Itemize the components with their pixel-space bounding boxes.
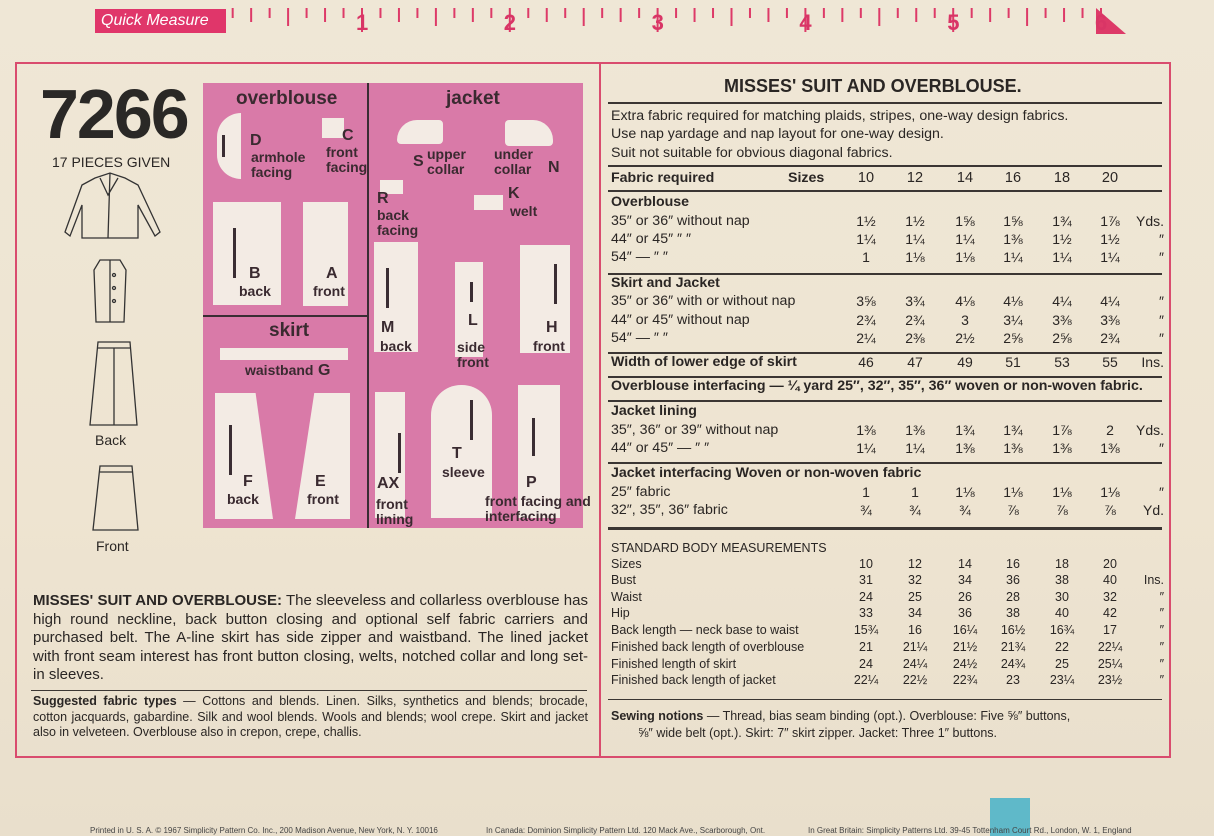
row-label: Sizes xyxy=(611,557,642,571)
row-unit: Yds. xyxy=(1135,213,1164,229)
row-value: 1⅛ xyxy=(955,249,975,265)
piece-label-s-name: upper collar xyxy=(427,146,466,177)
divider xyxy=(608,190,1162,192)
piece-label-s: S xyxy=(413,153,424,170)
row-value: 2 xyxy=(1106,422,1114,438)
row-unit: ″ xyxy=(1159,657,1164,671)
row-label: Back length — neck base to waist xyxy=(611,623,799,637)
row-value: 1⅝ xyxy=(955,213,975,229)
row-value: 1¾ xyxy=(955,422,975,438)
piece-label-t-name: sleeve xyxy=(442,464,485,480)
front-facing-piece xyxy=(322,118,344,138)
row-unit: ″ xyxy=(1159,293,1164,309)
row-value: 2½ xyxy=(955,330,975,346)
grainline-arrow-icon xyxy=(470,282,473,302)
row-unit: ″ xyxy=(1159,623,1164,637)
piece-label-a: A xyxy=(326,265,338,282)
piece-label-h-name: front xyxy=(533,338,565,354)
note-2: Use nap yardage and nap layout for one-way design. xyxy=(611,126,944,142)
row-value: 21½ xyxy=(952,640,978,654)
row-value: 31 xyxy=(859,573,873,587)
row-value: 28 xyxy=(1006,590,1020,604)
size-column-header: 10 xyxy=(857,170,875,186)
piece-label-f-name: back xyxy=(227,491,259,507)
row-label: 35″ or 36″ without nap xyxy=(611,213,750,229)
piece-label-ax-name: front lining xyxy=(376,496,414,527)
body-measurements-title: STANDARD BODY MEASUREMENTS xyxy=(611,541,827,555)
row-value: 1⅛ xyxy=(905,249,925,265)
row-unit: Ins. xyxy=(1143,573,1164,587)
row-unit: ″ xyxy=(1159,249,1164,265)
row-label: Overblouse interfacing — ¼ yard 25″, 32″, 35″, 36″ woven or non-woven fabric. xyxy=(611,378,1143,394)
row-label: 35″ or 36″ with or without nap xyxy=(611,293,796,309)
grainline-arrow-icon xyxy=(233,228,236,278)
piece-label-k: K xyxy=(508,185,520,202)
divider xyxy=(608,462,1162,464)
divider xyxy=(608,400,1162,402)
piece-label-g-name: waistband xyxy=(245,362,314,378)
overblouse-sketch xyxy=(94,260,126,322)
row-value: 25 xyxy=(908,590,922,604)
size-column-header: 12 xyxy=(906,170,924,186)
piece-label-b-name: back xyxy=(239,283,271,299)
piece-label-p-name: front facing and interfacing xyxy=(485,493,591,524)
description-body: The sleeveless and collarless overblouse has high round neckline, back button closing and optional self fabric carriers and purchased belt. The A-line skirt has side zipper and waistband. The lined jacket with front seam interest has front button closing, welts, notched collar and long set-in sleeves. xyxy=(33,592,588,684)
piece-label-b: B xyxy=(249,265,261,282)
piece-label-t: T xyxy=(452,445,462,462)
pieces-given: 17 PIECES GIVEN xyxy=(52,154,171,170)
welt-piece xyxy=(474,195,503,210)
size-column-header: 16 xyxy=(1004,170,1022,186)
row-value: 23½ xyxy=(1097,673,1123,687)
row-value: 18 xyxy=(1055,557,1069,571)
row-value: 22¼ xyxy=(1097,640,1123,654)
piece-label-h: H xyxy=(546,319,558,336)
row-label: 54″ — ″ ″ xyxy=(611,249,668,265)
divider xyxy=(608,165,1162,167)
row-value: 1⅛ xyxy=(1100,484,1120,500)
size-column-header: 20 xyxy=(1101,170,1119,186)
row-label: Jacket interfacing Woven or non-woven fabric xyxy=(611,465,922,481)
row-value: 24 xyxy=(859,657,873,671)
row-label: Overblouse xyxy=(611,194,690,210)
piece-label-m: M xyxy=(381,319,395,336)
pattern-number: 7266 xyxy=(40,75,188,153)
sewing-notions xyxy=(611,709,1070,723)
row-value: ⅞ xyxy=(1056,502,1068,518)
row-unit: ″ xyxy=(1159,640,1164,654)
row-unit: ″ xyxy=(1159,606,1164,620)
row-unit: ″ xyxy=(1159,312,1164,328)
grainline-arrow-icon xyxy=(386,268,389,308)
row-value: 10 xyxy=(859,557,873,571)
row-value: 1⅜ xyxy=(1052,440,1072,456)
row-value: 23 xyxy=(1006,673,1020,687)
row-value: 17 xyxy=(1103,623,1117,637)
row-value: 1 xyxy=(862,484,870,500)
fabric-types xyxy=(33,694,588,741)
size-column-header: 18 xyxy=(1053,170,1071,186)
footer-usa: Printed in U. S. A. © 1967 Simplicity Pattern Co. Inc., 200 Madison Avenue, New York, N. Y. 10016 xyxy=(90,826,438,835)
row-value: 25 xyxy=(1055,657,1069,671)
row-value: 30 xyxy=(1055,590,1069,604)
row-label: 44″ or 45″ — ″ ″ xyxy=(611,440,710,456)
row-unit: ″ xyxy=(1159,440,1164,456)
row-label: 35″, 36″ or 39″ without nap xyxy=(611,422,779,438)
footer-britain: In Great Britain: Simplicity Patterns Ltd. 39-45 Tottenham Court Rd., London, W. 1, England xyxy=(808,826,1132,835)
row-value: 1½ xyxy=(1100,231,1120,247)
row-value: 32 xyxy=(908,573,922,587)
skirt-back-sketch xyxy=(90,342,137,425)
row-value: 1⅜ xyxy=(1003,231,1023,247)
piece-label-k-name: welt xyxy=(510,203,538,219)
piece-label-n-name: under collar xyxy=(494,146,533,177)
row-value: 15¾ xyxy=(853,623,879,637)
row-value: 20 xyxy=(1103,557,1117,571)
armhole-facing-piece xyxy=(217,113,241,179)
waistband-piece xyxy=(220,348,348,360)
piece-label-d: D xyxy=(250,132,262,149)
row-value: 22¼ xyxy=(853,673,879,687)
row-label: 32″, 35″, 36″ fabric xyxy=(611,502,728,518)
row-value: 1⅛ xyxy=(955,484,975,500)
row-value: 3¾ xyxy=(905,293,925,309)
row-unit: ″ xyxy=(1159,673,1164,687)
sketch-label-front: Front xyxy=(96,538,129,554)
ruler-number: 5 xyxy=(947,10,960,35)
row-value: 25¼ xyxy=(1097,657,1123,671)
row-value: 1 xyxy=(911,484,919,500)
garment-sketches xyxy=(60,170,170,550)
piece-label-l: L xyxy=(468,312,478,329)
row-value: 36 xyxy=(1006,573,1020,587)
row-value: 2⅜ xyxy=(905,330,925,346)
panel-divider-horizontal xyxy=(203,315,368,317)
note-1: Extra fabric required for matching plaids, stripes, one-way design fabrics. xyxy=(611,108,1069,124)
sewing-notions-heading: Sewing notions xyxy=(611,709,704,723)
row-label: Finished back length of overblouse xyxy=(611,640,805,654)
skirt-front-sketch xyxy=(93,466,138,530)
piece-label-ax: AX xyxy=(377,475,400,492)
row-value: 2¾ xyxy=(1100,330,1120,346)
row-value: 24½ xyxy=(952,657,978,671)
row-value: ⅞ xyxy=(1104,502,1116,518)
jacket-title: jacket xyxy=(446,88,500,109)
footer-canada: In Canada: Dominion Simplicity Pattern Ltd. 120 Mack Ave., Scarborough, Ont. xyxy=(486,826,766,835)
piece-label-c-name: front facing xyxy=(326,144,368,175)
row-value: 22¾ xyxy=(952,673,978,687)
fabric-types-body: — Cottons and blends. Linen. Silks, synthetics and blends; brocade, cotton jacquards, gabardine. Silk and wool blends. Wools and blends; wool crepe. Skirt and jacket also in velveteen. Overblouse also in crepon, crepe, challis. xyxy=(33,694,588,739)
row-value: 12 xyxy=(908,557,922,571)
row-value: ⅞ xyxy=(1007,502,1019,518)
row-value: 2⅝ xyxy=(1003,330,1023,346)
row-unit: Yd. xyxy=(1142,502,1164,518)
row-value: 2⅝ xyxy=(1052,330,1072,346)
row-value: 21¾ xyxy=(1000,640,1026,654)
row-value: 36 xyxy=(958,606,972,620)
row-value: 4⅛ xyxy=(955,293,975,309)
sizes-header: Sizes xyxy=(788,170,825,186)
row-value: 1⅞ xyxy=(1100,213,1120,229)
row-value: 46 xyxy=(858,354,874,370)
grainline-arrow-icon xyxy=(222,135,225,157)
grainline-arrow-icon xyxy=(229,425,232,475)
row-value: 1⅛ xyxy=(1003,484,1023,500)
piece-label-l-name: side front xyxy=(457,339,489,370)
row-unit: ″ xyxy=(1159,590,1164,604)
size-column-header: 14 xyxy=(956,170,974,186)
ruler-number: 4 xyxy=(799,10,812,35)
piece-label-m-name: back xyxy=(380,338,412,354)
row-value: 1¼ xyxy=(1100,249,1120,265)
ruler-number: 3 xyxy=(651,10,664,35)
row-value: 53 xyxy=(1054,354,1070,370)
quick-measure-label: Quick Measure xyxy=(95,9,226,33)
row-value: 4¼ xyxy=(1100,293,1120,309)
row-value: 55 xyxy=(1102,354,1118,370)
divider xyxy=(608,699,1162,700)
row-value: 14 xyxy=(958,557,972,571)
row-value: 1¼ xyxy=(856,231,876,247)
row-label: Finished back length of jacket xyxy=(611,673,776,687)
piece-label-f: F xyxy=(243,473,253,490)
row-value: 24¾ xyxy=(1000,657,1026,671)
grainline-arrow-icon xyxy=(398,433,401,473)
description-heading: MISSES' SUIT AND OVERBLOUSE: xyxy=(33,592,282,609)
jacket-sketch xyxy=(65,173,160,238)
row-value: 1⅜ xyxy=(1100,440,1120,456)
row-label: 44″ or 45″ ″ ″ xyxy=(611,231,692,247)
row-value: 2¾ xyxy=(905,312,925,328)
piece-label-r-name: back facing xyxy=(377,207,419,238)
row-unit: Ins. xyxy=(1141,354,1164,370)
row-value: 1⅜ xyxy=(856,422,876,438)
row-value: 1½ xyxy=(856,213,876,229)
row-value: 1½ xyxy=(905,213,925,229)
overblouse-title: overblouse xyxy=(236,88,338,109)
grainline-arrow-icon xyxy=(532,418,535,456)
under-collar-piece xyxy=(505,120,553,146)
row-value: 22½ xyxy=(902,673,928,687)
row-value: 24¼ xyxy=(902,657,928,671)
row-label: 44″ or 45″ without nap xyxy=(611,312,750,328)
row-value: 1¼ xyxy=(1052,249,1072,265)
row-value: 1⅜ xyxy=(1003,440,1023,456)
row-value: 40 xyxy=(1055,606,1069,620)
piece-label-n: N xyxy=(548,159,560,176)
row-value: 1¾ xyxy=(1003,422,1023,438)
grainline-arrow-icon xyxy=(470,400,473,440)
divider xyxy=(31,690,587,691)
row-value: 26 xyxy=(958,590,972,604)
row-value: 1⅜ xyxy=(905,422,925,438)
row-label: Waist xyxy=(611,590,642,604)
row-label: Skirt and Jacket xyxy=(611,275,720,291)
divider xyxy=(608,102,1162,104)
note-3: Suit not suitable for obvious diagonal fabrics. xyxy=(611,145,893,161)
piece-label-e-name: front xyxy=(307,491,339,507)
piece-label-g: G xyxy=(318,362,331,379)
chart-title: MISSES' SUIT AND OVERBLOUSE. xyxy=(724,76,1022,96)
row-value: 1¼ xyxy=(905,440,925,456)
piece-label-a-name: front xyxy=(313,283,345,299)
row-unit: Yds. xyxy=(1135,422,1164,438)
row-value: 2¾ xyxy=(856,312,876,328)
row-value: 33 xyxy=(859,606,873,620)
row-value: 32 xyxy=(1103,590,1117,604)
row-value: 3⅜ xyxy=(1100,312,1120,328)
row-label: 25″ fabric xyxy=(611,484,671,500)
fabric-types-heading: Suggested fabric types xyxy=(33,694,177,708)
row-unit: ″ xyxy=(1159,330,1164,346)
row-value: 22 xyxy=(1055,640,1069,654)
row-value: 40 xyxy=(1103,573,1117,587)
row-value: 38 xyxy=(1055,573,1069,587)
piece-label-p: P xyxy=(526,474,537,491)
row-value: 1¼ xyxy=(1003,249,1023,265)
row-value: 47 xyxy=(907,354,923,370)
row-value: ¾ xyxy=(909,502,921,518)
row-value: 16 xyxy=(1006,557,1020,571)
divider xyxy=(608,527,1162,530)
row-value: ¾ xyxy=(959,502,971,518)
row-value: 49 xyxy=(957,354,973,370)
upper-collar-piece xyxy=(397,120,443,144)
row-value: ¾ xyxy=(860,502,872,518)
row-value: 1⅝ xyxy=(1003,213,1023,229)
row-value: 16 xyxy=(908,623,922,637)
jacket-front-piece xyxy=(520,245,570,353)
row-unit: ″ xyxy=(1159,484,1164,500)
row-value: 3⅜ xyxy=(1052,312,1072,328)
row-label: Width of lower edge of skirt xyxy=(611,354,797,370)
row-value: 38 xyxy=(1006,606,1020,620)
piece-label-c: C xyxy=(342,127,354,144)
row-value: 42 xyxy=(1103,606,1117,620)
row-label: 54″ — ″ ″ xyxy=(611,330,668,346)
piece-label-e: E xyxy=(315,473,326,490)
ruler-number: 1 xyxy=(356,10,369,35)
row-value: 1¼ xyxy=(905,231,925,247)
ruler-number: 2 xyxy=(503,10,517,35)
sketch-label-back: Back xyxy=(95,432,127,448)
row-value: 1⅞ xyxy=(1052,422,1072,438)
row-value: 51 xyxy=(1005,354,1021,370)
row-value: 1¾ xyxy=(1052,213,1072,229)
row-value: 16¾ xyxy=(1049,623,1075,637)
piece-label-r: R xyxy=(377,190,389,207)
sewing-notions-line1: — Thread, bias seam binding (opt.). Overblouse: Five ⅝″ buttons, xyxy=(703,709,1071,723)
row-value: 2¼ xyxy=(856,330,876,346)
row-value: 21 xyxy=(859,640,873,654)
row-value: 1¼ xyxy=(856,440,876,456)
row-value: 34 xyxy=(908,606,922,620)
row-label: Jacket lining xyxy=(611,403,697,419)
row-value: 23¼ xyxy=(1049,673,1075,687)
row-label: Finished length of skirt xyxy=(611,657,737,671)
row-value: 4¼ xyxy=(1052,293,1072,309)
grainline-arrow-icon xyxy=(554,264,557,304)
sewing-notions-line2: ⅝″ wide belt (opt.). Skirt: 7″ skirt zipper. Jacket: Three 1″ buttons. xyxy=(638,726,998,740)
row-value: 16¼ xyxy=(952,623,978,637)
piece-label-d-name: armhole facing xyxy=(251,149,306,180)
row-value: 4⅛ xyxy=(1003,293,1023,309)
row-unit: ″ xyxy=(1159,231,1164,247)
row-value: 3¼ xyxy=(1003,312,1023,328)
row-label: Bust xyxy=(611,573,637,587)
row-value: 21¼ xyxy=(902,640,928,654)
fabric-required-header: Fabric required xyxy=(611,170,715,186)
row-value: 1½ xyxy=(1052,231,1072,247)
row-value: 1⅜ xyxy=(955,440,975,456)
panel-divider xyxy=(599,62,601,758)
row-value: 1⅛ xyxy=(1052,484,1072,500)
row-label: Hip xyxy=(611,606,630,620)
row-value: 1¼ xyxy=(955,231,975,247)
row-value: 24 xyxy=(859,590,873,604)
row-value: 3 xyxy=(961,312,969,328)
row-value: 16½ xyxy=(1000,623,1026,637)
description xyxy=(33,592,588,685)
ruler-number: 6 xyxy=(1095,10,1108,35)
row-value: 1 xyxy=(862,249,870,265)
row-value: 3⅝ xyxy=(856,293,876,309)
row-value: 34 xyxy=(958,573,972,587)
skirt-title: skirt xyxy=(269,320,310,341)
